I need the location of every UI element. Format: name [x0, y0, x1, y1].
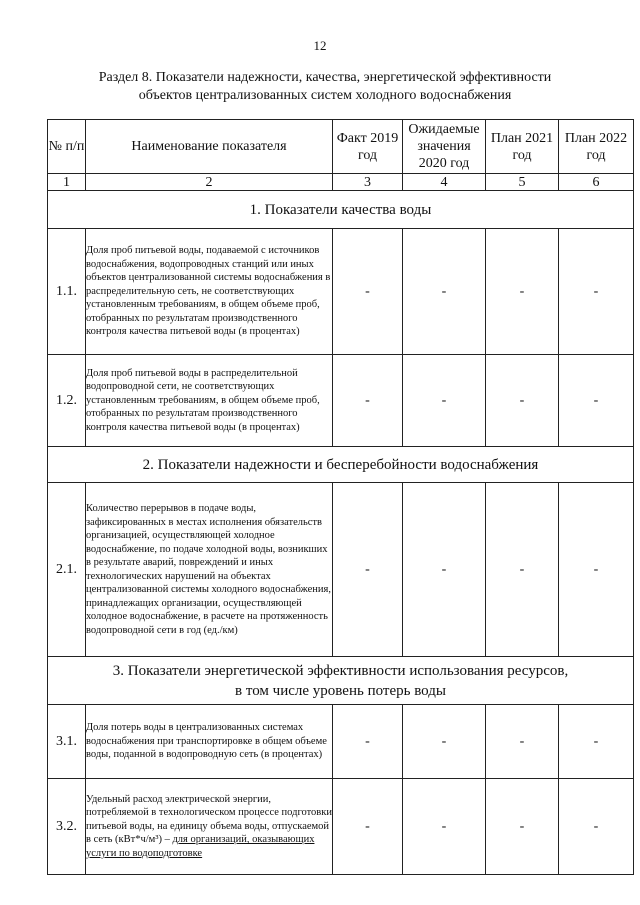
section-row-1	[48, 191, 634, 229]
title-line-1: Раздел 8. Показатели надежности, качества, энергетической эффективности	[98, 70, 552, 85]
table-row	[48, 355, 634, 447]
table-row	[48, 229, 634, 355]
indicator-name: Количество перерывов в подаче воды, зафиксированных в местах исполнения обязательств организацией, осуществляющей холодное водоснабжение, по подаче холодной воды, возникших в результате аварий, повреждений и иных технологических нарушений на объектах централизованной системы холодного водоснабжения, принадлежащих организации, осуществляющей холодное водоснабжение, в расчете на протяженность водопроводной сети в год (ед./км)	[86, 483, 333, 657]
section-row-3	[48, 657, 634, 705]
value-plan-2021: -	[486, 705, 559, 779]
value-fact-2019: -	[333, 779, 403, 875]
indicator-name: Доля проб питьевой воды, подаваемой с источников водоснабжения, водопроводных станций или иных объектов централизованной системы водоснабжения в распределительную сеть, не соответствующих установленным требованиям, в общем объеме проб, отобранных по результатам производственного контроля качества питьевой воды (в процентах)	[86, 229, 333, 355]
column-number: 3	[333, 174, 403, 191]
value-fact-2019: -	[333, 483, 403, 657]
value-plan-2022: -	[559, 705, 634, 779]
value-fact-2019: -	[333, 355, 403, 447]
indicator-name-note: для организаций, оказывающих услуги по водоподготовке	[86, 834, 315, 859]
table-row	[48, 779, 634, 875]
row-number: 3.2.	[48, 779, 86, 875]
value-fact-2019: -	[333, 229, 403, 355]
section-heading-reliability: 2. Показатели надежности и бесперебойности водоснабжения	[48, 447, 634, 483]
value-plan-2021: -	[486, 229, 559, 355]
indicator-name: Доля проб питьевой воды в распределительной водопроводной сети, не соответствующих установленным требованиям, в общем объеме проб, отобранных по результатам производственного контроля качества питьевой воды (в процентах)	[86, 355, 333, 447]
header-plan-2022: План 2022 год	[559, 120, 634, 174]
header-fact-2019: Факт 2019 год	[333, 120, 403, 174]
value-fact-2019: -	[333, 705, 403, 779]
column-number: 4	[403, 174, 486, 191]
header-num: № п/п	[48, 120, 86, 174]
section-row-2	[48, 447, 634, 483]
row-number: 1.2.	[48, 355, 86, 447]
column-number: 5	[486, 174, 559, 191]
indicator-name-main: Удельный расход электрической энергии, потребляемой в технологическом процессе подготовки питьевой воды, на единицу объема воды, отпускаемой в сеть (кВт*ч/м³) –	[86, 793, 332, 846]
title-line-2: объектов централизованных систем холодного водоснабжения	[138, 88, 512, 103]
table-row	[48, 483, 634, 657]
section-heading-energy	[48, 657, 634, 705]
section-heading-energy-line-1: 3. Показатели энергетической эффективности использования ресурсов,	[112, 662, 569, 679]
column-number-row	[48, 174, 634, 191]
header-expected-2020: Ожидаемые значения 2020 год	[403, 120, 486, 174]
row-number: 3.1.	[48, 705, 86, 779]
value-plan-2021: -	[486, 483, 559, 657]
value-plan-2022: -	[559, 229, 634, 355]
header-plan-2021: План 2021 год	[486, 120, 559, 174]
value-expected-2020: -	[403, 483, 486, 657]
value-plan-2021: -	[486, 355, 559, 447]
section-heading-energy-line-2: в том числе уровень потерь воды	[235, 682, 446, 699]
column-number: 2	[86, 174, 333, 191]
value-expected-2020: -	[403, 779, 486, 875]
header-row	[48, 120, 634, 174]
indicator-name	[86, 779, 333, 875]
value-expected-2020: -	[403, 229, 486, 355]
header-name: Наименование показателя	[86, 120, 333, 174]
value-expected-2020: -	[403, 355, 486, 447]
table-row	[48, 705, 634, 779]
indicators-table	[47, 119, 634, 875]
section-title	[40, 69, 610, 105]
value-plan-2022: -	[559, 483, 634, 657]
value-plan-2022: -	[559, 779, 634, 875]
column-number: 6	[559, 174, 634, 191]
value-plan-2021: -	[486, 779, 559, 875]
value-plan-2022: -	[559, 355, 634, 447]
indicator-name: Доля потерь воды в централизованных системах водоснабжения при транспортировке в общем объеме воды, поданной в водопроводную сеть (в процентах)	[86, 705, 333, 779]
section-heading-quality: 1. Показатели качества воды	[48, 191, 634, 229]
row-number: 1.1.	[48, 229, 86, 355]
value-expected-2020: -	[403, 705, 486, 779]
row-number: 2.1.	[48, 483, 86, 657]
column-number: 1	[48, 174, 86, 191]
page-number: 12	[313, 38, 327, 53]
